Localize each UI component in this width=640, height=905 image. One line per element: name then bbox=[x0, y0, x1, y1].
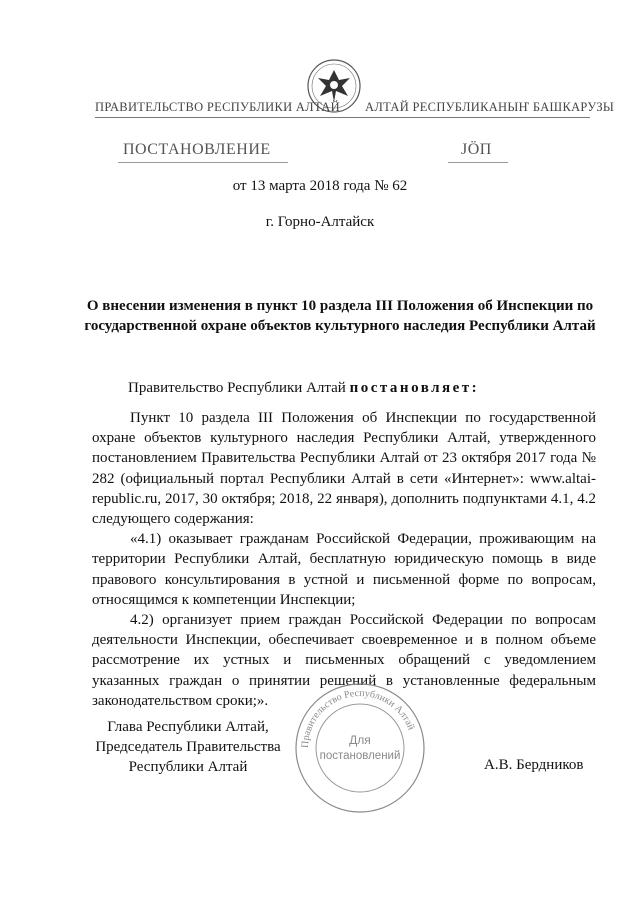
header-right-title: АЛТАЙ РЕСПУБЛИКАНЫҤ БАШКАРУЗЫ bbox=[365, 100, 615, 114]
document-body bbox=[92, 408, 596, 711]
signatory-line-3: Республики Алтай bbox=[128, 759, 248, 775]
body-paragraph: «4.1) оказывает гражданам Российской Федерации, проживающим на территории Республики Алтай, бесплатную юридическую помощь в виде правового консультирования в устной и письменной форме по вопросам, относящимся к компетенции Инспекции; bbox=[92, 531, 596, 608]
signatory-line-2: Председатель Правительства bbox=[95, 739, 281, 755]
document-kind-ru: ПОСТАНОВЛЕНИЕ bbox=[123, 141, 271, 158]
signatory-position bbox=[88, 717, 288, 777]
document-date: от 13 марта 2018 года № 62 bbox=[232, 178, 408, 194]
body-paragraph: Пункт 10 раздела III Положения об Инспекции по государственной охране объектов культурного наследия Республики Алтай, утвержденного постановлением Правительства Республики Алтай от 23 октября 2017 года № 282 (официальный портал Республики Алтай в сети «Интернет»: www.altai-republic.ru, 2017, 30 октября; 2018, 22 января), дополнить подпунктами 4.1, 4.2 следующего содержания: bbox=[92, 410, 596, 528]
official-stamp bbox=[292, 680, 428, 816]
document-title: О внесении изменения в пункт 10 раздела III Положения об Инспекции по государственной охране объектов культурного наследия Республики Алтай bbox=[84, 298, 596, 334]
document-city: г. Горно-Алтайск bbox=[265, 214, 375, 230]
body-paragraph: 4.2) организует прием граждан Российской Федерации по вопросам деятельности Инспекции, обеспечивает своевременное и в полном объеме рассмотрение их устных и письменных обращений с уведомлением указанных граждан о принятии решений в установленные федеральным законодательством сроки;». bbox=[92, 612, 596, 709]
signatory-name: А.В. Бердников bbox=[484, 757, 584, 773]
header-left-title: ПРАВИТЕЛЬСТВО РЕСПУБЛИКИ АЛТАЙ bbox=[95, 100, 340, 114]
signatory-line-1: Глава Республики Алтай, bbox=[107, 719, 269, 735]
resolve-prefix: Правительство Республики Алтай bbox=[128, 380, 346, 396]
kind-underline-left bbox=[118, 162, 288, 163]
stamp-center-line-1: Для bbox=[349, 733, 371, 747]
kind-underline-right bbox=[448, 162, 508, 163]
stamp-ring-text: Правительство Республики Алтай bbox=[299, 687, 417, 749]
document-kind-alt: JÖП bbox=[461, 141, 492, 158]
stamp-center-line-2: постановлений bbox=[319, 750, 401, 762]
resolve-verb: постановляет: bbox=[349, 380, 480, 396]
header-divider bbox=[95, 117, 590, 118]
resolve-line bbox=[128, 380, 479, 397]
